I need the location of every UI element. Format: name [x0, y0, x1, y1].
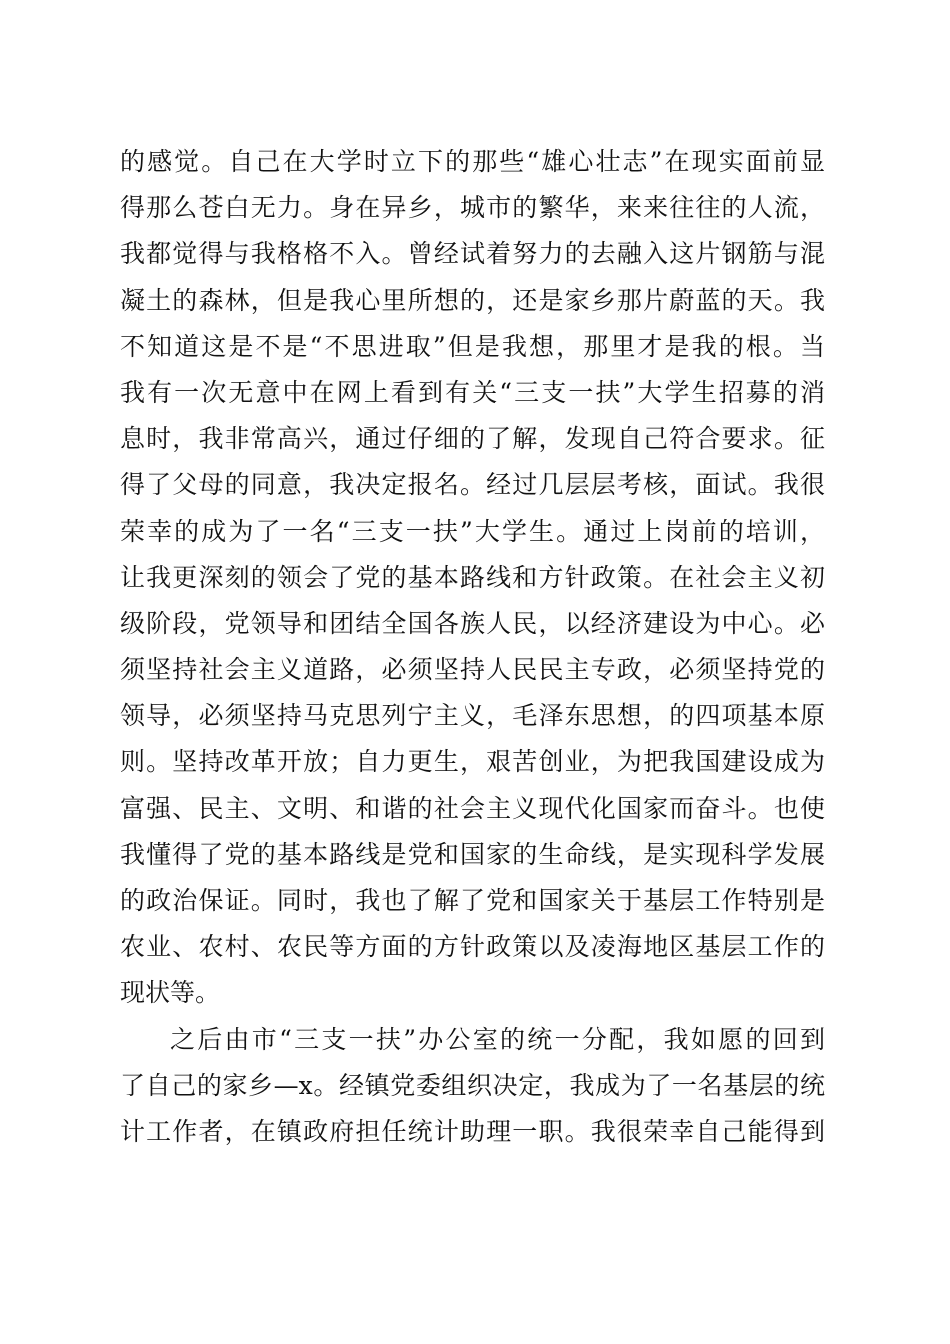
text-line: 农业、农村、农民等方面的方针政策以及凌海地区基层工作的 [120, 932, 825, 962]
text-line: 计工作者，在镇政府担任统计助理一职。我很荣幸自己能得到 [120, 1116, 825, 1146]
text-line: 现状等。 [120, 978, 221, 1008]
text-line: 我都觉得与我格格不入。曾经试着努力的去融入这片钢筋与混 [120, 239, 825, 269]
text-line: 级阶段，党领导和团结全国各族人民，以经济建设为中心。必 [120, 608, 825, 638]
text-line: 我懂得了党的基本路线是党和国家的生命线，是实现科学发展 [120, 839, 825, 869]
text-line: 凝土的森林，但是我心里所想的，还是家乡那片蔚蓝的天。我 [120, 285, 825, 315]
text-line: 我有一次无意中在网上看到有关“三支一扶”大学生招募的消 [120, 377, 825, 407]
text-line: 得了父母的同意，我决定报名。经过几层层考核，面试。我很 [120, 470, 825, 500]
text-line: 领导，必须坚持马克思列宁主义，毛泽东思想，的四项基本原 [120, 701, 825, 731]
text-line: 让我更深刻的领会了党的基本路线和方针政策。在社会主义初 [120, 562, 825, 592]
text-line: 则。坚持改革开放；自力更生，艰苦创业，为把我国建设成为 [120, 747, 825, 777]
paragraph [120, 1017, 825, 1156]
text-line: 的感觉。自己在大学时立下的那些“雄心壮志”在现实面前显 [120, 147, 825, 176]
text-line: 富强、民主、文明、和谐的社会主义现代化国家而奋斗。也使 [120, 793, 825, 823]
text-line: 得那么苍白无力。身在异乡，城市的繁华，来来往往的人流， [120, 193, 825, 223]
paragraph [120, 139, 825, 1017]
text-line: 不知道这是不是“不思进取”但是我想，那里才是我的根。当 [120, 331, 825, 361]
text-line: 了自己的家乡—x。经镇党委组织决定，我成为了一名基层的统 [120, 1070, 825, 1100]
document-body [120, 139, 825, 1155]
text-line: 须坚持社会主义道路，必须坚持人民民主专政，必须坚持党的 [120, 655, 825, 685]
text-line: 息时，我非常高兴，通过仔细的了解，发现自己符合要求。征 [120, 424, 825, 454]
text-line: 荣幸的成为了一名“三支一扶”大学生。通过上岗前的培训， [120, 516, 825, 546]
text-line: 的政治保证。同时，我也了解了党和国家关于基层工作特别是 [120, 886, 825, 915]
text-line: 之后由市“三支一扶”办公室的统一分配，我如愿的回到 [170, 1024, 825, 1054]
